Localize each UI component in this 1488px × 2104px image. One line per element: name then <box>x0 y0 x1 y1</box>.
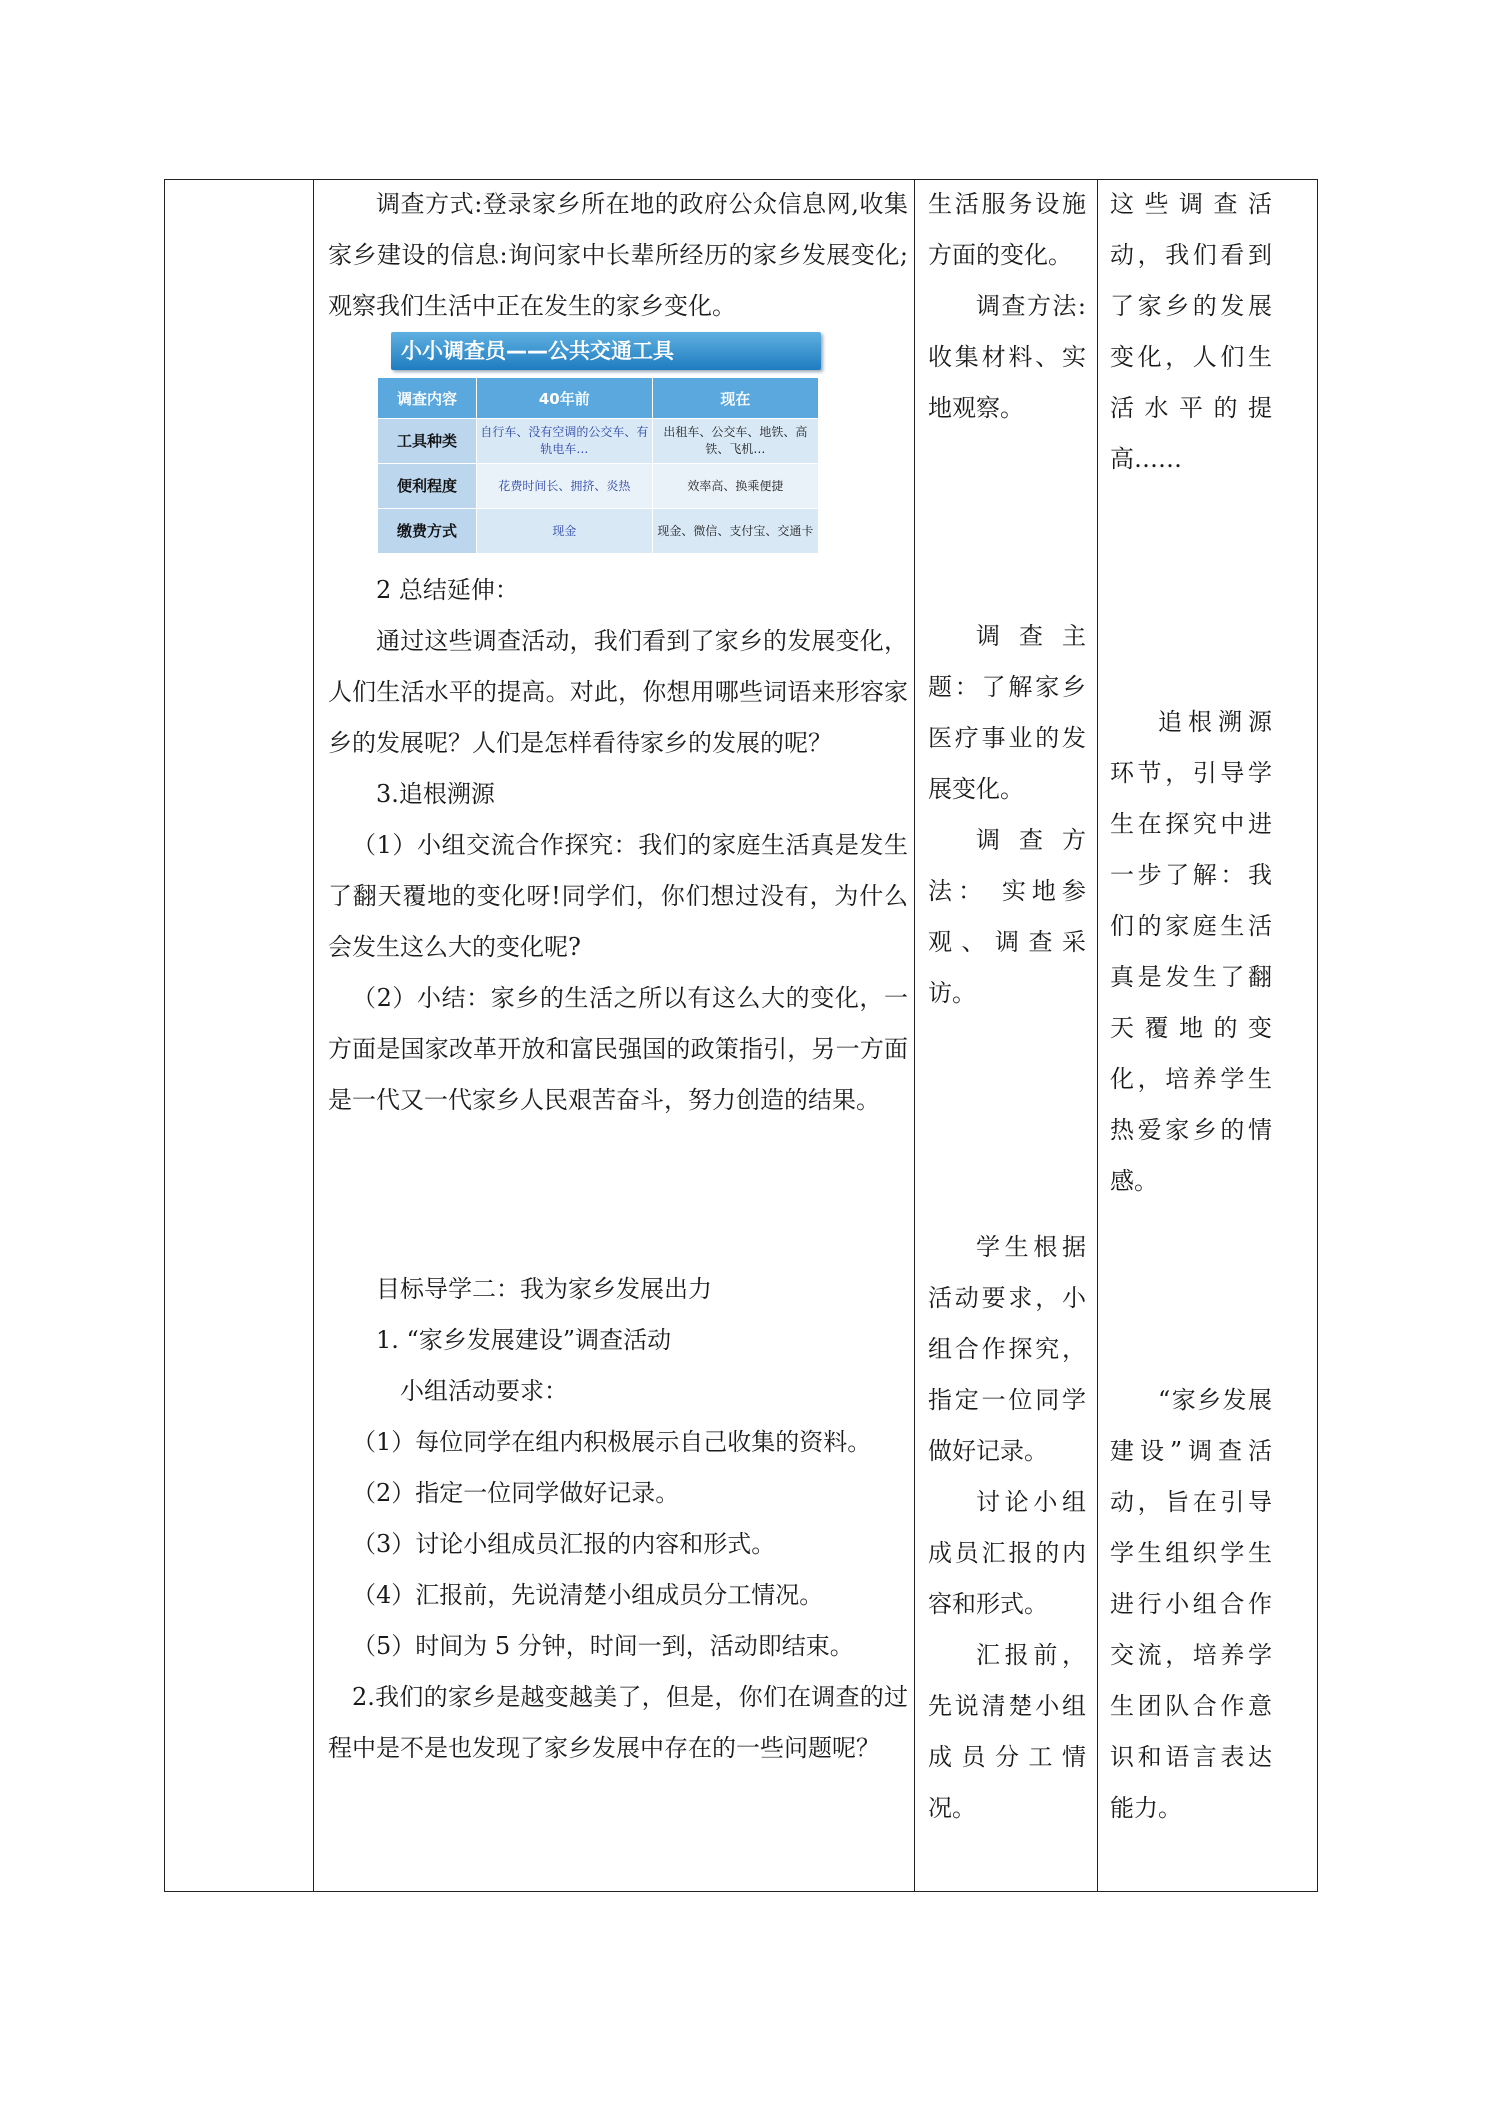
survey-row-label: 缴费方式 <box>378 509 477 554</box>
student-activity-c <box>928 1222 1086 1834</box>
col-divider-2 <box>914 179 915 1892</box>
activity-item-1: 1. “家乡发展建设”调查活动 <box>376 1326 672 1354</box>
section-heading-trace: 3.追根溯源 <box>376 780 495 808</box>
student-text: 学生根据活动要求，小组合作探究，指定一位同学做好记录。 <box>928 1233 1086 1465</box>
student-text: 调查方法:收集材料、实地观察。 <box>928 292 1086 422</box>
summary-paragraph: 通过这些调查活动，我们看到了家乡的发展变化，人们生活水平的提高。对此，你想用哪些词语来形容家乡的发展呢？人们是怎样看待家乡的发展的呢？ <box>328 627 908 757</box>
col-divider-3 <box>1097 179 1098 1892</box>
survey-header: 调查内容 <box>378 378 477 419</box>
student-activity-a <box>928 179 1086 434</box>
design-intent-b <box>1110 697 1272 1207</box>
survey-header: 40年前 <box>477 378 653 419</box>
intent-text: 追根溯源环节，引导学生在探究中进一步了解：我们的家庭生活真是发生了翻天覆地的变化，培养学生热爱家乡的情感。 <box>1110 708 1272 1195</box>
survey-row <box>378 419 819 464</box>
student-text: 汇报前，先说清楚小组成员分工情况。 <box>928 1641 1086 1822</box>
trace-paragraph-1: （1）小组交流合作探究：我们的家庭生活真是发生了翻天覆地的变化呀!同学们，你们想过没有，为什么会发生这么大的变化呢? <box>328 831 908 961</box>
survey-title: 小小调查员——公共交通工具 <box>391 332 821 370</box>
survey-method-paragraph: 调查方式:登录家乡所在地的政府公众信息网,收集家乡建设的信息:询问家中长辈所经历的家乡发展变化;观察我们生活中正在发生的家乡变化。 <box>328 190 908 320</box>
table-bottom-border <box>164 1891 1318 1892</box>
survey-row-label: 便利程度 <box>378 464 477 509</box>
student-text: 调查方法： 实地参观、调查采访。 <box>928 826 1086 1007</box>
survey-cell-now: 效率高、换乘便捷 <box>652 464 818 509</box>
survey-cell-before: 花费时间长、拥挤、炎热 <box>477 464 653 509</box>
requirement-5: （5）时间为 5 分钟，时间一到，活动即结束。 <box>352 1632 854 1660</box>
goal2-heading: 目标导学二：我为家乡发展出力 <box>376 1275 712 1303</box>
survey-figure <box>377 332 827 557</box>
survey-row <box>378 509 819 554</box>
design-intent-a <box>1110 179 1272 485</box>
teaching-process-cont <box>328 565 908 1126</box>
problem-question: 2.我们的家乡是越变越美了，但是，你们在调查的过程中是不是也发现了家乡发展中存在的一些问题呢？ <box>328 1683 908 1762</box>
requirements-label: 小组活动要求： <box>400 1377 568 1405</box>
design-intent-c <box>1110 1375 1272 1834</box>
survey-header: 现在 <box>652 378 818 419</box>
col-divider-0 <box>164 179 165 1892</box>
requirement-2: （2）指定一位同学做好记录。 <box>352 1479 680 1507</box>
survey-row-label: 工具种类 <box>378 419 477 464</box>
survey-cell-before: 自行车、没有空调的公交车、有轨电车… <box>477 419 653 464</box>
lesson-plan-table <box>164 179 1318 1892</box>
requirement-4: （4）汇报前，先说清楚小组成员分工情况。 <box>352 1581 824 1609</box>
student-text: 讨论小组成员汇报的内容和形式。 <box>928 1488 1086 1618</box>
survey-table <box>377 377 819 554</box>
intent-text: “家乡发展建设”调查活动，旨在引导学生组织学生进行小组合作交流，培养学生团队合作意识和语言表达能力。 <box>1110 1386 1272 1822</box>
survey-row <box>378 464 819 509</box>
survey-cell-before: 现金 <box>477 509 653 554</box>
col-divider-1 <box>313 179 314 1892</box>
section-heading-summary: 2 总结延伸： <box>376 576 519 604</box>
survey-cell-now: 现金、微信、支付宝、交通卡 <box>652 509 818 554</box>
intent-text: 这些调查活动，我们看到了家乡的发展变化，人们生活水平的提高…… <box>1110 190 1272 473</box>
teaching-process-cell <box>328 179 908 332</box>
col-divider-4 <box>1317 179 1318 1892</box>
trace-paragraph-2: （2）小结：家乡的生活之所以有这么大的变化，一方面是国家改革开放和富民强国的政策指引，另一方面是一代又一代家乡人民艰苦奋斗，努力创造的结果。 <box>328 984 908 1114</box>
student-activity-b <box>928 611 1086 1019</box>
survey-cell-now: 出租车、公交车、地铁、高铁、飞机… <box>652 419 818 464</box>
requirement-3: （3）讨论小组成员汇报的内容和形式。 <box>352 1530 776 1558</box>
requirement-1: （1）每位同学在组内积极展示自己收集的资料。 <box>352 1428 872 1456</box>
student-text: 调查主题：了解家乡医疗事业的发展变化。 <box>928 622 1086 803</box>
goal2-block <box>328 1264 908 1774</box>
student-text: 生活服务设施方面的变化。 <box>928 190 1086 269</box>
